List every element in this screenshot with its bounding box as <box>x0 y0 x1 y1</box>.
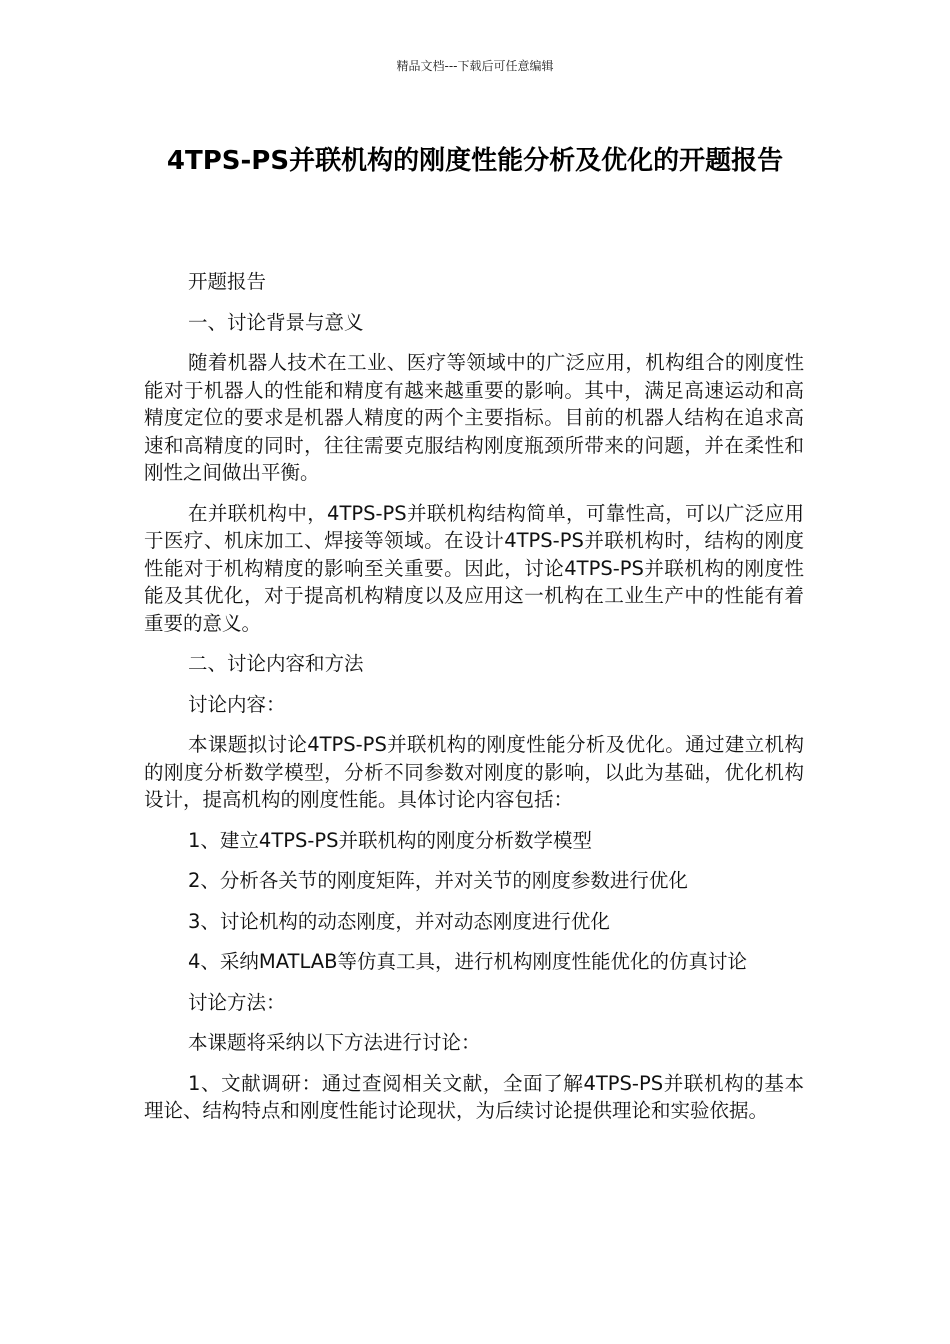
document-title: 4TPS-PS并联机构的刚度性能分析及优化的开题报告 <box>166 146 784 176</box>
paragraph-method-intro: 本课题将采纳以下方法进行讨论： <box>188 1031 481 1054</box>
list-item-content-4: 4、采纳MATLAB等仿真工具，进行机构刚度性能优化的仿真讨论 <box>188 950 747 973</box>
paragraph-background-1: 随着机器人技术在工业、医疗等领域中的广泛应用，机构组合的刚度性能对于机器人的性能和精度有越来越重要的影响。其中，满足高速运动和高精度定位的要求是机器人精度的两个主要指标。目前的机器人结构在追求高速和高精度的同时，往往需要克服结构刚度瓶颈所带来的问题，并在柔性和刚性之间做出平衡。 <box>144 351 804 484</box>
list-item-content-3: 3、讨论机构的动态刚度，并对动态刚度进行优化 <box>188 909 610 933</box>
paragraph-background-2: 在并联机构中，4TPS-PS并联机构结构简单，可靠性高，可以广泛应用于医疗、机床加工、焊接等领域。在设计4TPS-PS并联机构时，结构的刚度性能对于机构精度的影响至关重要。因此，讨论4TPS-PS并联机构的刚度性能及其优化，对于提高机构精度以及应用这一机构在工业生产中的性能有着重要的意义。 <box>144 501 804 635</box>
list-item-content-2: 2、分析各关节的刚度矩阵，并对关节的刚度参数进行优化 <box>188 869 688 892</box>
section-heading-background: 一、讨论背景与意义 <box>188 310 364 334</box>
paragraph-content-intro: 本课题拟讨论4TPS-PS并联机构的刚度性能分析及优化。通过建立机构的刚度分析数学模型，分析不同参数对刚度的影响，以此为基础，优化机构设计，提高机构的刚度性能。具体讨论内容包括： <box>144 733 804 811</box>
subheading-method: 讨论方法： <box>188 990 286 1014</box>
page-header: 精品文档---下载后可任意编辑 <box>396 59 554 73</box>
paragraph-report-label: 开题报告 <box>188 270 267 293</box>
subheading-content: 讨论内容： <box>188 692 286 716</box>
list-item-method-1: 1、文献调研：通过查阅相关文献，全面了解4TPS-PS并联机构的基本理论、结构特点和刚度性能讨论现状，为后续讨论提供理论和实验依据。 <box>144 1071 804 1122</box>
section-heading-content-method: 二、讨论内容和方法 <box>188 652 364 675</box>
list-item-content-1: 1、建立4TPS-PS并联机构的刚度分析数学模型 <box>188 828 593 852</box>
document-body <box>144 268 804 1138</box>
